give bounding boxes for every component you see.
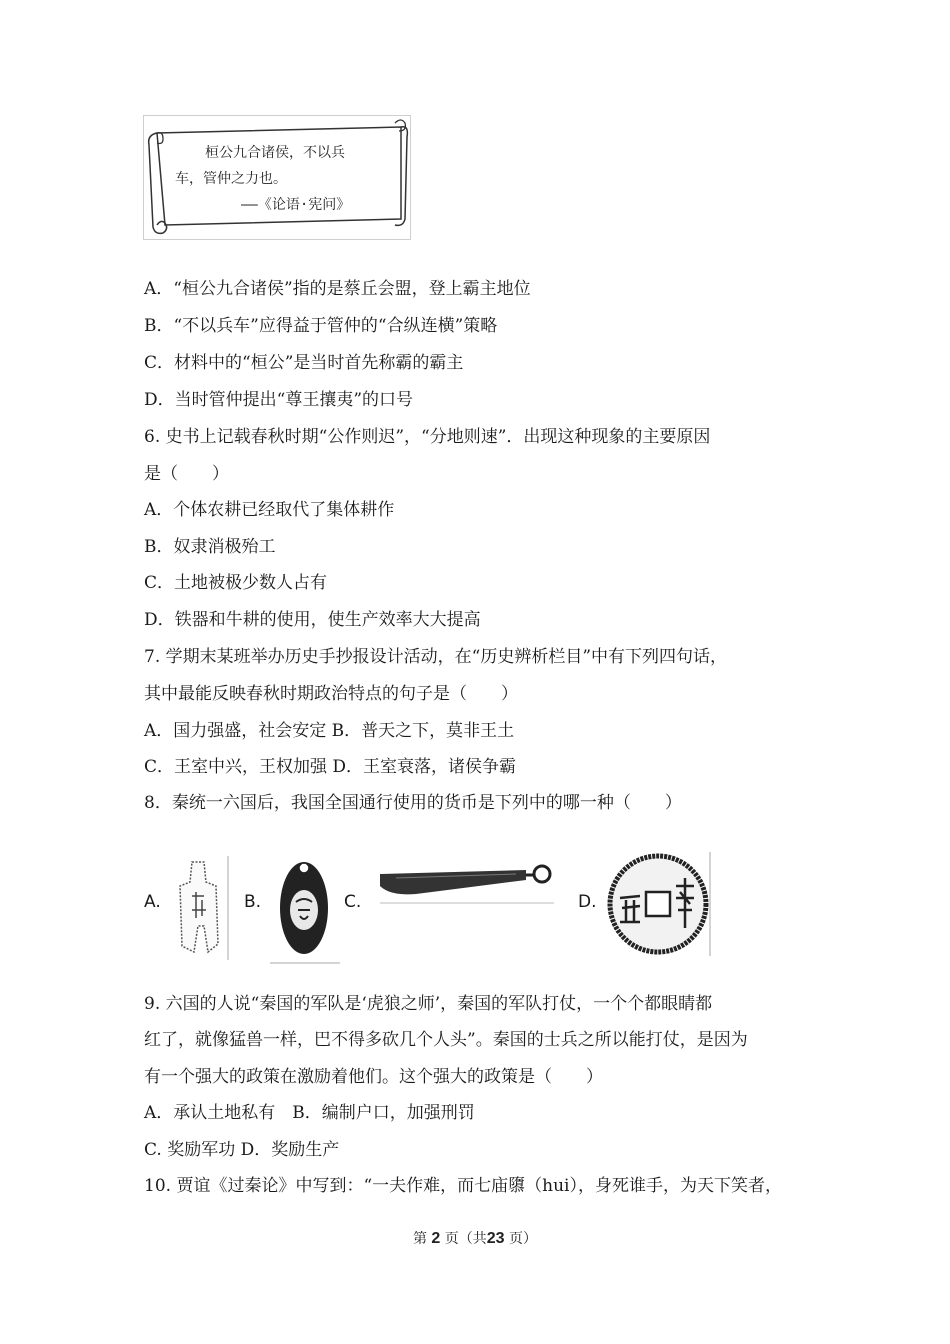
question-7-line-1: 7. 学期末某班举办历史手抄报设计活动，在“历史辨析栏目”中有下列四句话， [144, 647, 728, 667]
option-5d: D．当时管仲提出“尊王攘夷”的口号 [144, 390, 414, 410]
knife-coin-image [376, 860, 558, 904]
options-9cd: C. 奖励军功 D．奖励生产 [144, 1140, 340, 1160]
option-6a: A．个体农耕已经取代了集体耕作 [144, 500, 395, 520]
scroll-line-3: ——《论语·宪问》 [241, 197, 351, 213]
footer-middle: 页（共 [444, 1231, 487, 1247]
footer-prefix: 第 [412, 1231, 427, 1247]
page-footer [0, 1228, 950, 1248]
option-6c: C．土地被极少数人占有 [144, 573, 328, 593]
question-10-line-1: 10. 贾谊《过秦论》中写到：“一夫作难，而七庙隳（hui），身死谁手，为天下笑者， [144, 1176, 782, 1196]
question-6-line-1: 6. 史书上记载春秋时期“公作则迟”，“分地则速”．出现这种现象的主要原因 [144, 427, 711, 447]
question-8: 8．秦统一六国后，我国全国通行使用的货币是下列中的哪一种（ ） [144, 793, 682, 813]
question-9-line-3: 有一个强大的政策在激励着他们。这个强大的政策是（ ） [144, 1067, 603, 1087]
scroll-line-2: 车，管仲之力也。 [175, 171, 287, 187]
coin-option-b-label: B. [244, 892, 262, 912]
coin-option-c-label: C. [344, 892, 362, 912]
question-9-line-1: 9. 六国的人说“秦国的军队是‘虎狼之师’，秦国的军队打仗，一个个都眼睛都 [144, 994, 713, 1014]
footer-total-pages: 23 [486, 1230, 505, 1247]
coin-option-a-label: A. [144, 892, 161, 912]
scroll-line-1: 桓公九合诸侯，不以兵 [205, 145, 345, 161]
options-7cd: C．王室中兴，王权加强 D．王室衰落，诸侯争霸 [144, 757, 517, 777]
options-9ab: A．承认土地私有 B．编制户口，加强刑罚 [144, 1103, 475, 1123]
option-6d: D．铁器和牛耕的使用，使生产效率大大提高 [144, 610, 481, 630]
quotation-scroll-image [143, 115, 411, 240]
question-9-line-2: 红了，就像猛兽一样，巴不得多砍几个人头”。秦国的士兵之所以能打仗，是因为 [144, 1030, 748, 1050]
question-6-line-2: 是（ ） [144, 464, 229, 484]
question-7-line-2: 其中最能反映春秋时期政治特点的句子是（ ） [144, 684, 518, 704]
ban-liang-coin-image [606, 852, 712, 956]
ant-nose-coin-image [268, 852, 342, 964]
spade-coin-image [166, 856, 230, 960]
footer-suffix: 页） [509, 1231, 538, 1247]
option-6b: B．奴隶消极殆工 [144, 537, 276, 557]
footer-page-number: 2 [431, 1230, 441, 1247]
coin-options-row [0, 850, 950, 970]
options-7ab: A．国力强盛，社会安定 B．普天之下，莫非王土 [144, 721, 515, 741]
coin-option-d-label: D. [578, 892, 597, 912]
option-5a: A．“桓公九合诸侯”指的是蔡丘会盟，登上霸主地位 [144, 279, 531, 299]
option-5b: B．“不以兵车”应得益于管仲的“合纵连横”策略 [144, 316, 498, 336]
option-5c: C．材料中的“桓公”是当时首先称霸的霸主 [144, 353, 464, 373]
